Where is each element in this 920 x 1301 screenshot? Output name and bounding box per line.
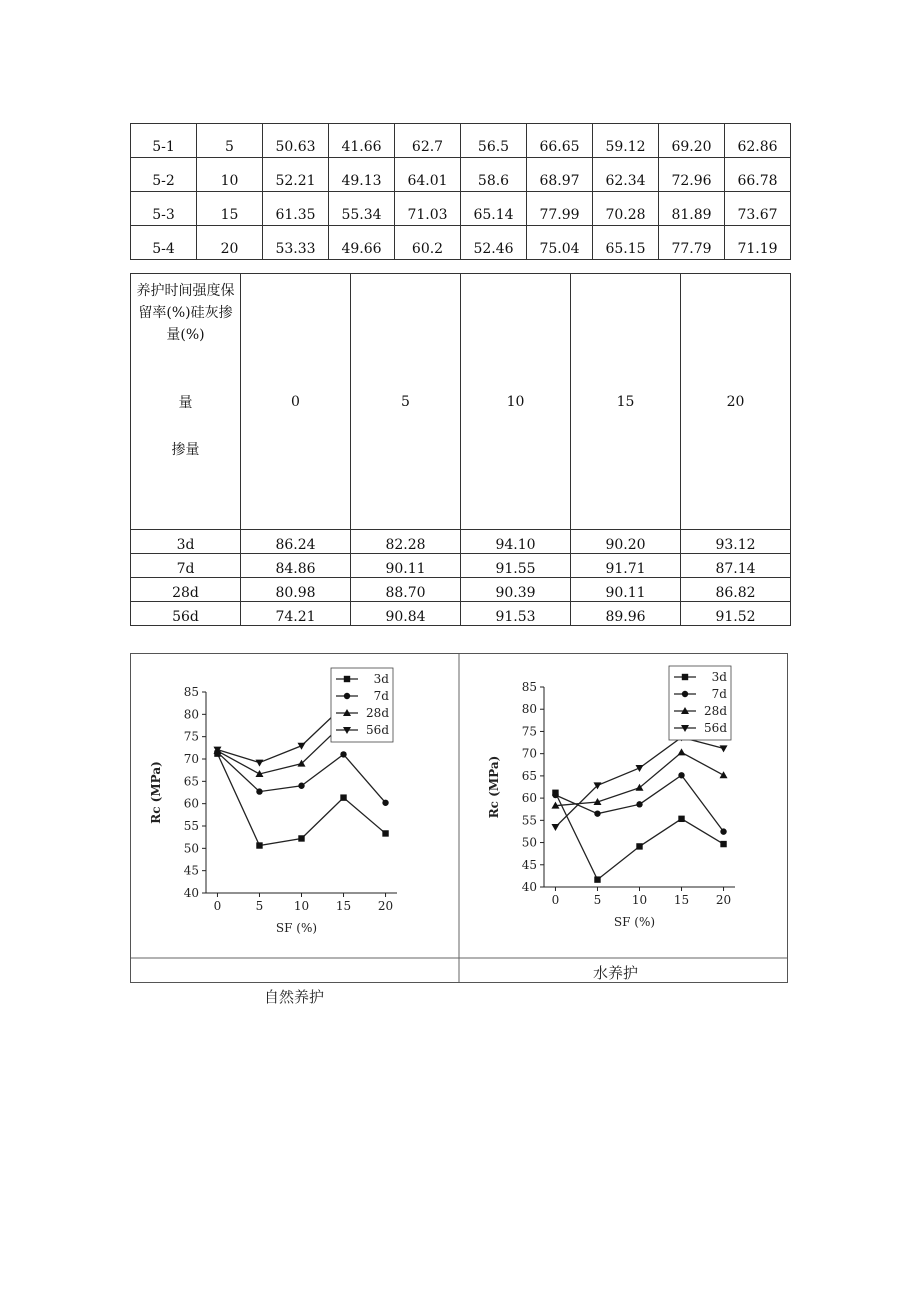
retention-row bbox=[131, 602, 791, 626]
strength-cell: 66.78 bbox=[725, 158, 791, 192]
y-tick-label: 55 bbox=[521, 813, 537, 828]
data-point-marker bbox=[678, 772, 684, 778]
strength-cell: 5-2 bbox=[131, 158, 197, 192]
y-axis-label: Rc (MPa) bbox=[487, 755, 501, 819]
strength-cell: 68.97 bbox=[527, 158, 593, 192]
x-tick-label: 0 bbox=[551, 893, 560, 907]
strength-cell: 77.99 bbox=[527, 192, 593, 226]
data-point-marker bbox=[720, 841, 726, 847]
y-tick-label: 40 bbox=[183, 886, 199, 900]
retention-col-header: 20 bbox=[681, 274, 791, 530]
strength-cell: 65.14 bbox=[461, 192, 527, 226]
strength-cell: 73.67 bbox=[725, 192, 791, 226]
x-tick-label: 10 bbox=[631, 893, 648, 907]
legend-label: 28d bbox=[366, 706, 389, 720]
chart-frame bbox=[130, 653, 788, 983]
strength-cell: 62.7 bbox=[395, 124, 461, 158]
x-tick-label: 0 bbox=[213, 899, 222, 913]
strength-cell: 55.34 bbox=[329, 192, 395, 226]
strength-cell: 52.21 bbox=[263, 158, 329, 192]
strength-cell: 81.89 bbox=[659, 192, 725, 226]
retention-cell: 28d bbox=[131, 578, 241, 602]
strength-cell: 5-4 bbox=[131, 226, 197, 260]
data-point-marker bbox=[256, 788, 262, 794]
x-tick-label: 15 bbox=[673, 893, 690, 907]
legend-label: 28d bbox=[704, 704, 727, 718]
retention-col-header: 0 bbox=[241, 274, 351, 530]
data-point-marker bbox=[636, 843, 642, 849]
y-tick-label: 70 bbox=[183, 752, 199, 766]
retention-cell: 74.21 bbox=[241, 602, 351, 626]
strength-cell: 66.65 bbox=[527, 124, 593, 158]
strength-cell: 49.66 bbox=[329, 226, 395, 260]
y-tick-label: 80 bbox=[521, 702, 537, 717]
retention-cell: 82.28 bbox=[351, 530, 461, 554]
retention-cell: 91.52 bbox=[681, 602, 791, 626]
x-tick-label: 20 bbox=[377, 899, 394, 913]
strength-cell: 41.66 bbox=[329, 124, 395, 158]
y-tick-label: 75 bbox=[521, 724, 537, 739]
strength-cell: 5 bbox=[197, 124, 263, 158]
strength-row bbox=[131, 192, 791, 226]
y-tick-label: 65 bbox=[183, 774, 199, 789]
data-point-marker bbox=[682, 691, 688, 697]
data-point-marker bbox=[720, 771, 728, 778]
strength-cell: 58.6 bbox=[461, 158, 527, 192]
retention-cell: 90.11 bbox=[351, 554, 461, 578]
strength-cell: 60.2 bbox=[395, 226, 461, 260]
strength-row bbox=[131, 226, 791, 260]
strength-cell: 59.12 bbox=[593, 124, 659, 158]
retention-table bbox=[130, 273, 791, 626]
retention-cell: 3d bbox=[131, 530, 241, 554]
x-tick-label: 20 bbox=[715, 893, 732, 907]
strength-table bbox=[130, 123, 791, 260]
retention-cell: 91.53 bbox=[461, 602, 571, 626]
retention-cell: 86.24 bbox=[241, 530, 351, 554]
y-tick-label: 45 bbox=[521, 857, 537, 872]
strength-cell: 75.04 bbox=[527, 226, 593, 260]
y-tick-label: 75 bbox=[183, 729, 199, 744]
strength-cell: 53.33 bbox=[263, 226, 329, 260]
legend-label: 7d bbox=[373, 689, 389, 703]
strength-cell: 5-1 bbox=[131, 124, 197, 158]
retention-header-row bbox=[131, 274, 791, 530]
y-tick-label: 85 bbox=[183, 685, 199, 699]
data-point-marker bbox=[382, 800, 388, 806]
strength-cell: 20 bbox=[197, 226, 263, 260]
data-point-marker bbox=[344, 693, 350, 699]
strength-cell: 65.15 bbox=[593, 226, 659, 260]
strength-cell: 72.96 bbox=[659, 158, 725, 192]
retention-cell: 86.82 bbox=[681, 578, 791, 602]
strength-cell: 52.46 bbox=[461, 226, 527, 260]
data-point-marker bbox=[594, 810, 600, 816]
y-tick-label: 70 bbox=[521, 746, 537, 761]
strength-cell: 64.01 bbox=[395, 158, 461, 192]
retention-row bbox=[131, 554, 791, 578]
y-tick-label: 60 bbox=[521, 791, 537, 806]
data-point-marker bbox=[340, 751, 346, 757]
retention-cell: 87.14 bbox=[681, 554, 791, 578]
x-tick-label: 10 bbox=[293, 899, 310, 913]
strength-cell: 70.28 bbox=[593, 192, 659, 226]
y-tick-label: 50 bbox=[521, 835, 537, 850]
retention-cell: 94.10 bbox=[461, 530, 571, 554]
data-point-marker bbox=[552, 792, 558, 798]
strength-cell: 10 bbox=[197, 158, 263, 192]
strength-cell: 56.5 bbox=[461, 124, 527, 158]
y-tick-label: 85 bbox=[521, 680, 537, 694]
legend-label: 56d bbox=[366, 723, 389, 737]
x-tick-label: 15 bbox=[335, 899, 352, 913]
data-point-marker bbox=[255, 760, 263, 767]
strength-cell: 62.86 bbox=[725, 124, 791, 158]
retention-cell: 80.98 bbox=[241, 578, 351, 602]
charts-svg bbox=[131, 654, 787, 982]
strength-row bbox=[131, 124, 791, 158]
retention-cell: 90.20 bbox=[571, 530, 681, 554]
strength-cell: 71.19 bbox=[725, 226, 791, 260]
retention-col-header: 15 bbox=[571, 274, 681, 530]
retention-header-chanliang: 掺量 bbox=[171, 442, 200, 458]
data-point-marker bbox=[720, 828, 726, 834]
y-tick-label: 80 bbox=[183, 707, 199, 722]
retention-col-header: 5 bbox=[351, 274, 461, 530]
data-point-marker bbox=[298, 783, 304, 789]
strength-cell: 61.35 bbox=[263, 192, 329, 226]
y-tick-label: 55 bbox=[183, 819, 199, 833]
retention-cell: 90.11 bbox=[571, 578, 681, 602]
strength-cell: 71.03 bbox=[395, 192, 461, 226]
y-tick-label: 40 bbox=[521, 880, 537, 894]
x-tick-label: 5 bbox=[255, 899, 264, 913]
caption-natural: 自然养护 bbox=[264, 988, 325, 1006]
data-point-marker bbox=[682, 674, 688, 680]
y-tick-label: 60 bbox=[183, 796, 199, 811]
data-point-marker bbox=[298, 835, 304, 841]
data-point-marker bbox=[256, 842, 262, 848]
strength-cell: 77.79 bbox=[659, 226, 725, 260]
retention-cell: 7d bbox=[131, 554, 241, 578]
chart-natural bbox=[149, 668, 397, 935]
x-axis-label: SF (%) bbox=[275, 921, 318, 935]
retention-cell: 84.86 bbox=[241, 554, 351, 578]
data-point-marker bbox=[594, 876, 600, 882]
retention-col-header: 10 bbox=[461, 274, 571, 530]
retention-cell: 93.12 bbox=[681, 530, 791, 554]
retention-cell: 91.55 bbox=[461, 554, 571, 578]
retention-header-liang: 量 bbox=[178, 395, 193, 411]
retention-cell: 90.84 bbox=[351, 602, 461, 626]
data-point-marker bbox=[636, 801, 642, 807]
retention-cell: 56d bbox=[131, 602, 241, 626]
strength-cell: 49.13 bbox=[329, 158, 395, 192]
retention-row bbox=[131, 530, 791, 554]
legend-label: 3d bbox=[711, 670, 727, 684]
legend-label: 56d bbox=[704, 721, 727, 735]
series-line-3d bbox=[217, 754, 385, 846]
data-point-marker bbox=[340, 794, 346, 800]
y-tick-label: 65 bbox=[521, 768, 537, 783]
retention-header-label: 养护时间强度保留率(%)硅灰掺量(%) bbox=[136, 283, 235, 343]
caption-water: 水养护 bbox=[593, 964, 639, 982]
y-tick-label: 45 bbox=[183, 863, 199, 878]
data-point-marker bbox=[720, 745, 728, 752]
data-point-marker bbox=[344, 676, 350, 682]
chart-water bbox=[487, 666, 735, 929]
data-point-marker bbox=[678, 748, 686, 755]
retention-cell: 90.39 bbox=[461, 578, 571, 602]
strength-cell: 62.34 bbox=[593, 158, 659, 192]
data-point-marker bbox=[678, 816, 684, 822]
y-axis-label: Rc (MPa) bbox=[149, 761, 163, 824]
legend-label: 7d bbox=[711, 687, 727, 701]
x-tick-label: 5 bbox=[593, 893, 602, 907]
data-point-marker bbox=[382, 830, 388, 836]
retention-corner-header bbox=[131, 274, 241, 530]
legend-label: 3d bbox=[373, 672, 389, 686]
retention-cell: 88.70 bbox=[351, 578, 461, 602]
data-point-marker bbox=[551, 824, 559, 831]
series-line-56d bbox=[555, 737, 723, 827]
strength-row bbox=[131, 158, 791, 192]
y-tick-label: 50 bbox=[183, 841, 199, 856]
strength-cell: 5-3 bbox=[131, 192, 197, 226]
retention-cell: 89.96 bbox=[571, 602, 681, 626]
strength-cell: 50.63 bbox=[263, 124, 329, 158]
strength-cell: 69.20 bbox=[659, 124, 725, 158]
x-axis-label: SF (%) bbox=[613, 915, 656, 929]
retention-row bbox=[131, 578, 791, 602]
strength-cell: 15 bbox=[197, 192, 263, 226]
retention-cell: 91.71 bbox=[571, 554, 681, 578]
